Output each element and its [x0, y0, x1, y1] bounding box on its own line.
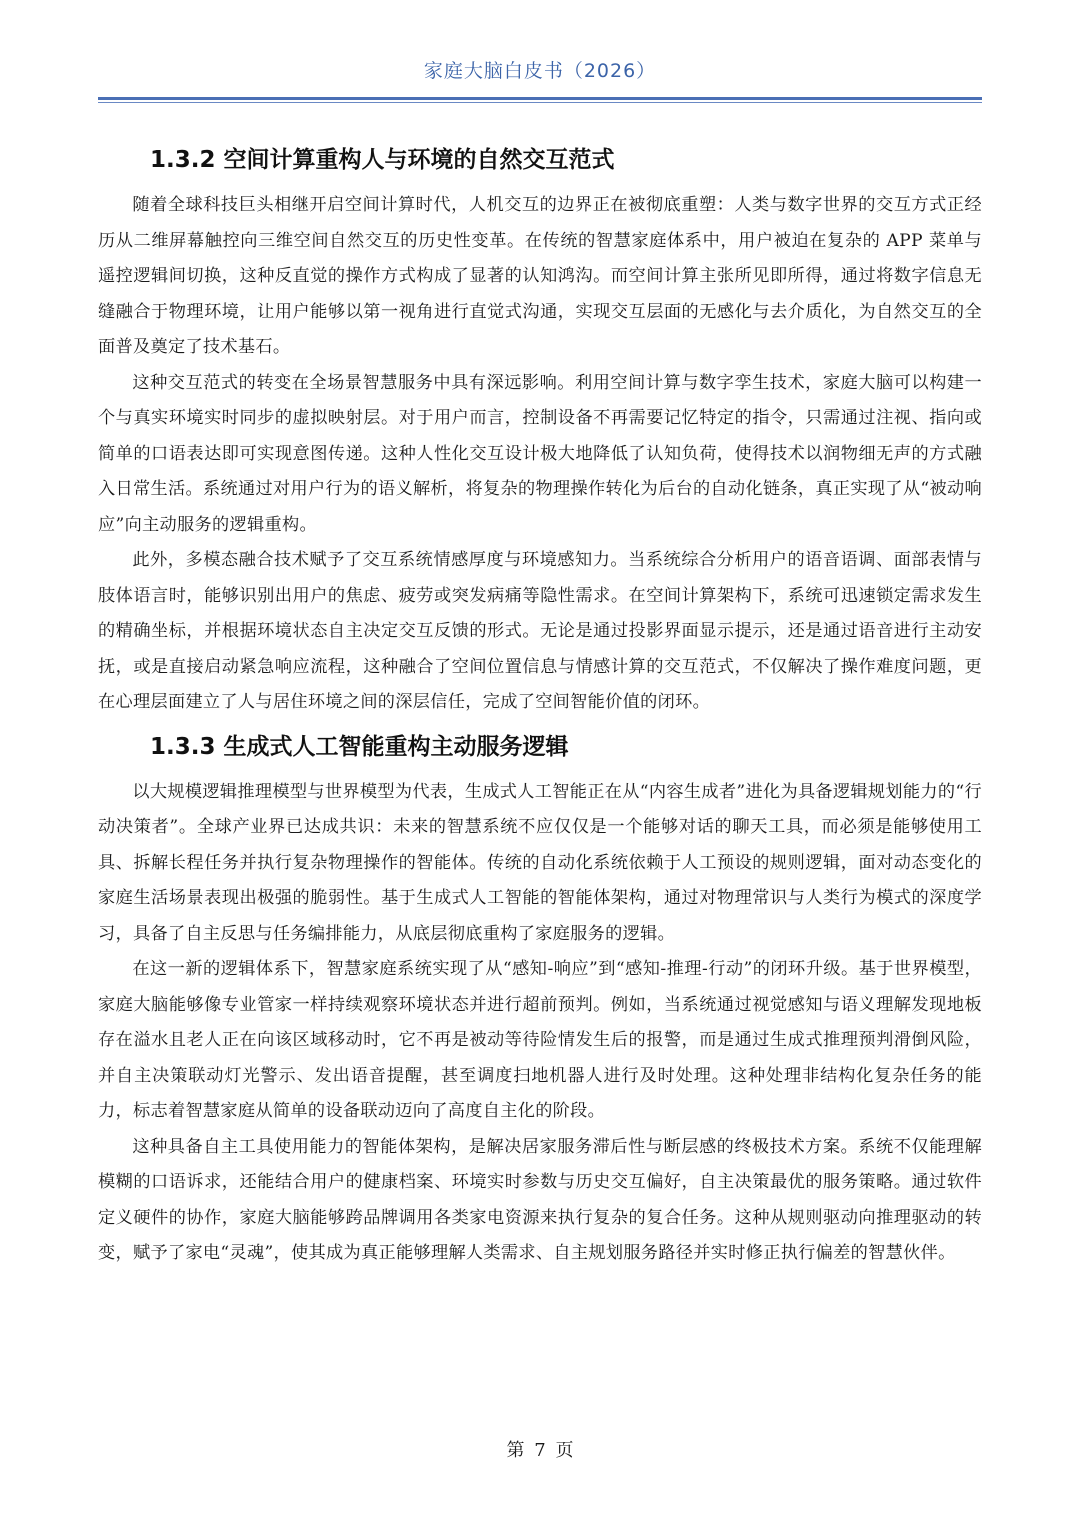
- page-header-title: 家庭大脑白皮书（2026）: [423, 60, 657, 82]
- paragraph: 此外，多模态融合技术赋予了交互系统情感厚度与环境感知力。当系统综合分析用户的语音语调、面部表情与肢体语言时，能够识别出用户的焦虑、疲劳或突发病痛等隐性需求。在空间计算架构下，系统可迅速锁定需求发生的精确坐标，并根据环境状态自主决定交互反馈的形式。无论是通过投影界面显示提示，还是通过语音进行主动安抚，或是直接启动紧急响应流程，这种融合了空间位置信息与情感计算的交互范式，不仅解决了操作难度问题，更在心理层面建立了人与居住环境之间的深层信任，完成了空间智能价值的闭环。: [98, 550, 982, 712]
- section-heading-1-3-3: 1.3.3 生成式人工智能重构主动服务逻辑: [150, 733, 569, 760]
- paragraph: 在这一新的逻辑体系下，智慧家庭系统实现了从“感知-响应”到“感知-推理-行动”的闭环升级。基于世界模型，家庭大脑能够像专业管家一样持续观察环境状态并进行超前预判。例如，当系统通过视觉感知与语义理解发现地板存在溢水且老人正在向该区域移动时，它不再是被动等待险情发生后的报警，而是通过生成式推理预判滑倒风险，并自主决策联动灯光警示、发出语音提醒，甚至调度扫地机器人进行及时处理。这种处理非结构化复杂任务的能力，标志着智慧家庭从简单的设备联动迈向了高度自主化的阶段。: [98, 959, 982, 1121]
- document-body: [98, 138, 982, 1272]
- paragraph: 以大规模逻辑推理模型与世界模型为代表，生成式人工智能正在从“内容生成者”进化为具备逻辑规划能力的“行动决策者”。全球产业界已达成共识：未来的智慧系统不应仅仅是一个能够对话的聊天工具，而必须是能够使用工具、拆解长程任务并执行复杂物理操作的智能体。传统的自动化系统依赖于人工预设的规则逻辑，面对动态变化的家庭生活场景表现出极强的脆弱性。基于生成式人工智能的智能体架构，通过对物理常识与人类行为模式的深度学习，具备了自主反思与任务编排能力，从底层彻底重构了家庭服务的逻辑。: [98, 781, 982, 944]
- paragraph: 这种具备自主工具使用能力的智能体架构，是解决居家服务滞后性与断层感的终极技术方案。系统不仅能理解模糊的口语诉求，还能结合用户的健康档案、环境实时参数与历史交互偏好，自主决策最优的服务策略。通过软件定义硬件的协作，家庭大脑能够跨品牌调用各类家电资源来执行复杂的复合任务。这种从规则驱动向推理驱动的转变，赋予了家电“灵魂”，使其成为真正能够理解人类需求、自主规划服务路径并实时修正执行偏差的智慧伙伴。: [98, 1136, 982, 1263]
- page-number: 第 7 页: [506, 1440, 574, 1461]
- section-heading-1-3-2: 1.3.2 空间计算重构人与环境的自然交互范式: [150, 147, 615, 173]
- header-divider-thin: [98, 102, 982, 103]
- header-divider-thick: [98, 97, 982, 100]
- paragraph: 随着全球科技巨头相继开启空间计算时代，人机交互的边界正在被彻底重塑：人类与数字世界的交互方式正经历从二维屏幕触控向三维空间自然交互的历史性变革。在传统的智慧家庭体系中，用户被迫在复杂的 APP 菜单与遥控逻辑间切换，这种反直觉的操作方式构成了显著的认知鸿沟。而空间计算主张所见即所得，通过将数字信息无缝融合于物理环境，让用户能够以第一视角进行直觉式沟通，实现交互层面的无感化与去介质化，为自然交互的全面普及奠定了技术基石。: [98, 195, 982, 357]
- paragraph: 这种交互范式的转变在全场景智慧服务中具有深远影响。利用空间计算与数字孪生技术，家庭大脑可以构建一个与真实环境实时同步的虚拟映射层。对于用户而言，控制设备不再需要记忆特定的指令，只需通过注视、指向或简单的口语表达即可实现意图传递。这种人性化交互设计极大地降低了认知负荷，使得技术以润物细无声的方式融入日常生活。系统通过对用户行为的语义解析，将复杂的物理操作转化为后台的自动化链条，真正实现了从“被动响应”向主动服务的逻辑重构。: [98, 372, 982, 535]
